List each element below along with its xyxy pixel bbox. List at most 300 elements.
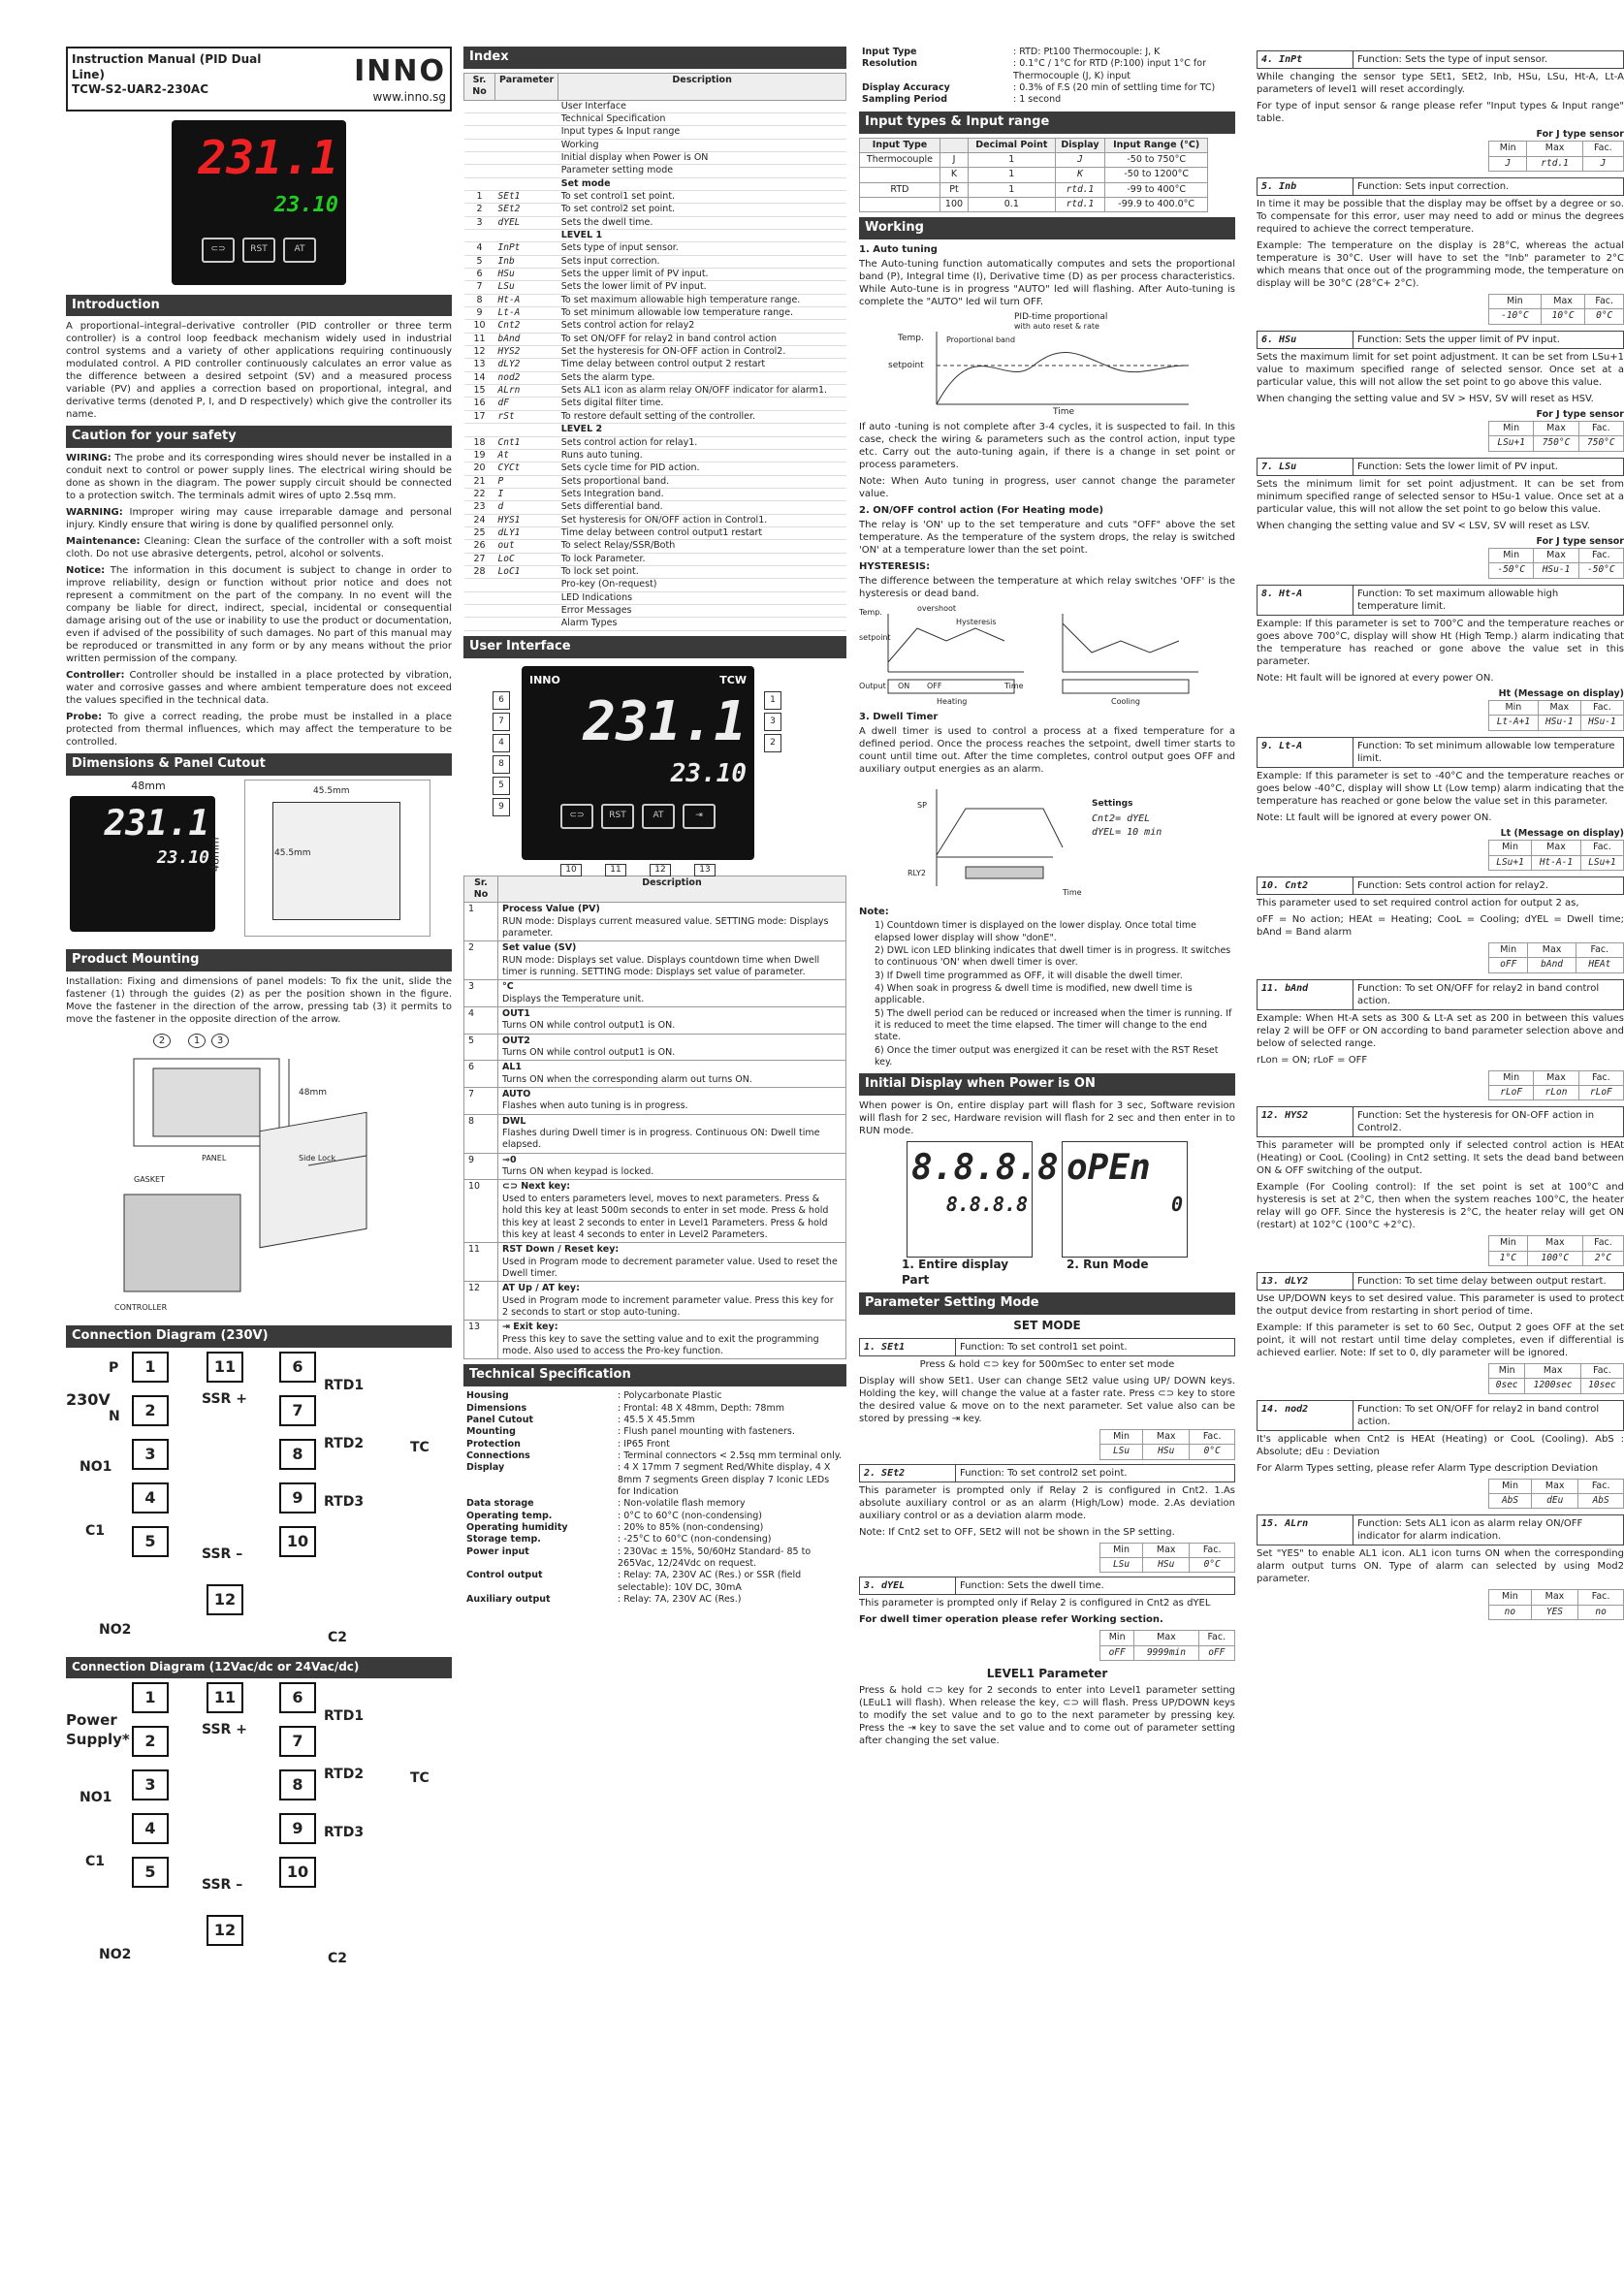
- index-srno: 26: [464, 540, 495, 553]
- ui-cell: [498, 1321, 846, 1359]
- lv-ssr-plus: SSR +: [202, 1721, 247, 1737]
- range-value: 1200sec: [1525, 1379, 1581, 1393]
- lv-terminal-8: 8: [279, 1769, 316, 1800]
- range-value: LSu+1: [1489, 855, 1532, 870]
- index-param: CYCt: [495, 462, 558, 475]
- index-srno: 24: [464, 514, 495, 526]
- param-header: [1257, 1272, 1624, 1290]
- param-text-1: This parameter used to set required control action for output 2 as,: [1257, 897, 1579, 908]
- terminal-6: 6: [279, 1352, 316, 1383]
- index-row: [464, 449, 846, 462]
- index-row: [464, 604, 846, 617]
- param-caption: Lt (Message on display): [1500, 827, 1624, 839]
- index-param: At: [495, 449, 558, 462]
- range-value: -50°C: [1489, 563, 1534, 578]
- dwell-note: 5) The dwell period can be reduced or increased when the timer is running. If it is reduced to meet the time elapsed. The timer will change to the end state.: [875, 1007, 1232, 1043]
- tech-value: : 45.5 X 45.5mm: [618, 1414, 695, 1425]
- tech-value: : 230Vac ± 15%, 50/60Hz Standard- 85 to 265Vac, 12/24Vdc on request.: [618, 1545, 812, 1569]
- index-param: LoC1: [495, 565, 558, 578]
- index-desc: Parameter setting mode: [558, 165, 846, 177]
- next-key-icon[interactable]: ⊂⊃: [202, 238, 235, 263]
- range-head: Max: [1528, 942, 1576, 957]
- set1-press: Press & hold ⊂⊃ key for 500mSec to enter set mode: [919, 1358, 1175, 1370]
- range-head: Max: [1534, 422, 1578, 436]
- tech-row: [463, 1534, 846, 1545]
- hys-output-label: Output: [859, 682, 886, 691]
- input-spec-row: [859, 47, 1235, 58]
- dwell-text: A dwell timer is used to control a process at a fixed temperature for a defined period. Once the process reaches the setpoint, dwell timer starts to count until time out. After the time completes, control output goes OFF and auxiliary output energies as an alarm.: [859, 726, 1235, 776]
- set1-min-h: Min: [1100, 1429, 1143, 1444]
- set2-max: HSu: [1143, 1557, 1190, 1572]
- index-row: [464, 359, 846, 371]
- dwell-min: oFF: [1100, 1645, 1134, 1660]
- index-row: [464, 424, 846, 436]
- lv-no2-label: NO2: [99, 1946, 132, 1962]
- param-caption: Ht (Message on display): [1498, 687, 1624, 699]
- range-head: Fac.: [1582, 142, 1623, 156]
- index-row: [464, 398, 846, 410]
- tc-label: TC: [410, 1440, 430, 1456]
- input-range-row: [860, 182, 1208, 197]
- range-value: -50°C: [1578, 563, 1623, 578]
- param-text-1: While changing the sensor type SEt1, SEt2, Inb, HSu, LSu, Ht-A, Lt-A parameters of level1 will reset accordingly.: [1257, 72, 1624, 95]
- cutout-width-label: 45.5mm: [313, 786, 350, 797]
- param-range-table: [1488, 1589, 1624, 1620]
- at-key-icon[interactable]: AT: [283, 238, 316, 263]
- index-row: [464, 230, 846, 242]
- range-head: Fac.: [1578, 422, 1623, 436]
- index-row: [464, 320, 846, 333]
- param-set2-func: Function: To set control2 set point.: [960, 1467, 1128, 1479]
- panel-label: PANEL: [202, 1154, 227, 1163]
- lv-terminal-9: 9: [279, 1813, 316, 1844]
- param-range-table: [1488, 700, 1624, 731]
- set1-max-h: Max: [1143, 1429, 1190, 1444]
- param-function: Function: Sets control action for relay2.: [1357, 879, 1549, 891]
- input-spec-row: [859, 58, 1235, 82]
- range-value: AbS: [1578, 1493, 1624, 1508]
- gasket-label: GASKET: [134, 1175, 165, 1185]
- ui-row: [464, 980, 846, 1007]
- index-row: [464, 216, 846, 229]
- range-value: LSu+1: [1580, 855, 1623, 870]
- index-desc: To lock Parameter.: [558, 553, 846, 565]
- index-srno: 21: [464, 475, 495, 488]
- range-value: HSu-1: [1534, 563, 1578, 578]
- ui-item-desc: Press this key to save the setting value and to exit the programming mode. Also used to access the Pro-key function.: [502, 1333, 819, 1356]
- input-range-cell: 0.1: [969, 197, 1055, 211]
- range-value: rtd.1: [1527, 156, 1582, 171]
- tech-row: [463, 1450, 846, 1462]
- cutout-height-label: 45.5mm: [274, 848, 311, 859]
- mounting-text: Installation: Fixing and dimensions of panel models: To fix the unit, slide the fastener (1) through the guides (2) as per the position shown in the figure. Move the fastener in the direction of the arrow, pressing tab (3) it permits to move the fastener in the opposite direction of the arrow.: [66, 976, 452, 1026]
- index-row: [464, 190, 846, 203]
- param-text-1: Example: If this parameter is set to 700°C and the temperature reaches or goes above 700°C, display will show Ht (High Temp.) alarm indicating that the temperature has reached or gone above the value set in this parameter.: [1257, 618, 1624, 667]
- model-number: TCW-S2-UAR2-230AC: [72, 82, 209, 97]
- lv-terminal-1: 1: [132, 1682, 169, 1713]
- range-head: Fac.: [1580, 841, 1623, 855]
- ui-callout: 8: [493, 755, 510, 774]
- param-function: Function: Sets AL1 icon as alarm relay ON/OFF indicator for alarm indication.: [1357, 1518, 1583, 1543]
- param-name: 10. Cnt2: [1258, 877, 1353, 894]
- ui-head-srno: Sr. No: [464, 876, 498, 903]
- index-param: [495, 112, 558, 125]
- index-row: [464, 177, 846, 190]
- run-mode-caption: 2. Run Mode: [1067, 1258, 1149, 1272]
- index-desc: Sets cycle time for PID action.: [558, 462, 846, 475]
- index-srno: [464, 579, 495, 591]
- index-param: I: [495, 488, 558, 500]
- terminal-5: 5: [132, 1526, 169, 1557]
- param-text-2: Note: Ht fault will be ignored at every power ON.: [1257, 672, 1494, 684]
- initial-display-text: When power is On, entire display part will flash for 3 sec, Software revision will flash for 2 sec, Hardware revision will flash for 2 sec and then enter in to RUN mode.: [859, 1100, 1235, 1137]
- index-row: [464, 255, 846, 268]
- manual-header: [66, 47, 452, 112]
- range-value: 750°C: [1534, 436, 1578, 451]
- notice-text: The information in this document is subject to change in order to improve reliability, design or function without prior notice and does not represent a commitment on the part of the company. In no event will the company be liable for direct, indirect, special, incidental or consequential damage arising out of the use or inability to use the product or documentation, even if advised of the possibility of such damages. No part of this manual may be reproduced or transmitted in any form or by any means without the prior written permission of the company.: [66, 565, 452, 665]
- input-range-cell: [860, 168, 940, 182]
- param-set1-name: 1. SEt1: [860, 1339, 956, 1355]
- ui-row: [464, 1061, 846, 1088]
- ui-row: [464, 1282, 846, 1321]
- index-desc: Sets differential band.: [558, 501, 846, 514]
- ui-table: [463, 876, 846, 1360]
- index-srno: 19: [464, 449, 495, 462]
- param-function: Function: Set the hysteresis for ON-OFF action in Control2.: [1357, 1110, 1595, 1134]
- dwell-settings-label: Settings: [1092, 799, 1133, 810]
- range-value: Lt-A+1: [1489, 716, 1539, 730]
- param-function: Function: To set time delay between output restart.: [1357, 1275, 1607, 1287]
- index-srno: [464, 424, 495, 436]
- index-srno: 23: [464, 501, 495, 514]
- input-spec-key: Display Accuracy: [862, 82, 950, 94]
- index-param: HYS1: [495, 514, 558, 526]
- param-text-1: Use UP/DOWN keys to set desired value. This parameter is used to protect the output device from restarting in short period of time.: [1257, 1292, 1624, 1317]
- param-set2-name: 2. SEt2: [860, 1465, 956, 1482]
- index-srno: 8: [464, 294, 495, 306]
- range-head: Min: [1489, 841, 1532, 855]
- param-name: 7. LSu: [1258, 459, 1353, 475]
- input-range-cell: -50 to 1200°C: [1105, 168, 1208, 182]
- param-range-table: [1488, 1363, 1624, 1394]
- dwell-max: 9999min: [1134, 1645, 1198, 1660]
- tech-key: Auxiliary output: [466, 1594, 551, 1606]
- terminal-7: 7: [279, 1395, 316, 1426]
- run-mode-upper: oPEn: [1067, 1148, 1151, 1189]
- index-row: [464, 281, 846, 294]
- ui-item-title: RST Down / Reset key:: [502, 1244, 620, 1256]
- mounting-48mm-label: 48mm: [299, 1088, 327, 1099]
- column-2: [463, 47, 846, 2286]
- index-param: d: [495, 501, 558, 514]
- param-name: 15. ALrn: [1258, 1515, 1353, 1545]
- hysteresis-text: The difference between the temperature at which relay switches 'OFF' is the hysteresis or dead band.: [859, 576, 1235, 600]
- range-head: Max: [1531, 1590, 1577, 1605]
- ui-cell: [498, 1282, 846, 1321]
- index-param: [495, 126, 558, 139]
- param-header: [1257, 876, 1624, 895]
- tech-value: : IP65 Front: [618, 1438, 670, 1450]
- index-param: [495, 100, 558, 112]
- ui-item-desc: Turns ON while control output1 is ON.: [502, 1047, 676, 1059]
- index-desc: Initial display when Power is ON: [558, 151, 846, 164]
- param-range-table: [1488, 294, 1624, 325]
- input-range-cell: Pt: [939, 182, 968, 197]
- index-desc: Sets input correction.: [558, 255, 846, 268]
- section-mounting: Product Mounting: [66, 949, 452, 972]
- tech-key: Mounting: [466, 1426, 516, 1438]
- range-value: bAnd: [1528, 958, 1576, 972]
- input-spec-value: : 0.3% of F.S (20 min of settling time for TC): [1013, 82, 1216, 94]
- index-row: [464, 242, 846, 255]
- section-connection-230v: Connection Diagram (230V): [66, 1325, 452, 1348]
- ssr-plus-label: SSR +: [202, 1391, 247, 1408]
- ui-cell: [498, 1243, 846, 1282]
- index-srno: 9: [464, 307, 495, 320]
- index-srno: 2: [464, 204, 495, 216]
- index-desc: Working: [558, 139, 846, 151]
- intro-text: A proportional–integral–derivative controller (PID controller or three term controller) is a control loop feedback mechanism widely used in industrial control systems and a variety of other applications requiring continuously modulated control. A PID controller continuously calculates an error value as the difference between a desired setpoint (SV) and a measured process variable (PV) and applies a correction based on proportional, integral, and derivative terms (denoted P, I, and D respectively) which give the controller its name.: [66, 321, 452, 421]
- controller-label: Controller:: [66, 670, 125, 682]
- ui-row: [464, 1088, 846, 1115]
- ui-row: [464, 1114, 846, 1153]
- ui-srno: 2: [464, 941, 498, 980]
- notice-label: Notice:: [66, 565, 106, 577]
- index-row: [464, 591, 846, 604]
- param-text-2: For Alarm Types setting, please refer Alarm Type description Deviation: [1257, 1462, 1599, 1474]
- hys-on-label: ON: [898, 682, 910, 691]
- lv-tc: TC: [410, 1769, 430, 1786]
- index-head-srno: Sr. No: [464, 73, 495, 100]
- range-value: Ht-A-1: [1532, 855, 1581, 870]
- index-desc: To set minimum allowable low temperature range.: [558, 307, 846, 320]
- p-label: P: [109, 1360, 119, 1377]
- tech-value: : Flush panel mounting with fasteners.: [618, 1426, 795, 1438]
- param-text-2: When changing the setting value and SV < LSV, SV will reset as LSV.: [1257, 520, 1590, 531]
- index-desc: Sets the lower limit of PV input.: [558, 281, 846, 294]
- auto-tuning-text: The Auto-tuning function automatically computes and sets the proportional band (P), Integral time (I), Derivative time (D) as per process characteristics. While Auto-tune is in progress "AUTO" led will flashing. After Auto-tuning is complete the "AUTO" led wil turn OFF.: [859, 259, 1235, 308]
- range-head: Min: [1489, 295, 1542, 309]
- index-row: [464, 139, 846, 151]
- lv-rtd1: RTD1: [324, 1707, 365, 1724]
- rst-key-icon[interactable]: RST: [242, 238, 275, 263]
- column-1: [66, 47, 452, 2286]
- tech-key: Control output: [466, 1570, 543, 1581]
- index-param: dLY2: [495, 359, 558, 371]
- connection-diagram-lowvolt: [66, 1682, 452, 1973]
- section-parameter-setting: Parameter Setting Mode: [859, 1292, 1235, 1315]
- set1-fac-h: Fac.: [1190, 1429, 1235, 1444]
- ui-cell: [498, 1153, 846, 1180]
- ui-at-key-icon[interactable]: AT: [642, 804, 675, 829]
- input-range-cell: K: [1055, 168, 1105, 182]
- index-desc: Sets control action for relay1.: [558, 436, 846, 449]
- ui-item-title: ⊂⊃ Next key:: [502, 1181, 571, 1193]
- index-srno: 27: [464, 553, 495, 565]
- set-mode-title: SET MODE: [1013, 1319, 1081, 1333]
- tech-key: Operating humidity: [466, 1521, 568, 1533]
- index-param: out: [495, 540, 558, 553]
- ui-srno: 1: [464, 903, 498, 941]
- param-block: [1257, 1106, 1624, 1266]
- tech-row: [463, 1522, 846, 1534]
- param-block: [1257, 331, 1624, 452]
- ui-item-title: AL1: [502, 1062, 523, 1073]
- dwell-max-h: Max: [1134, 1631, 1198, 1645]
- set1-fac: 0°C: [1190, 1445, 1235, 1459]
- param-range-table: [1488, 1070, 1624, 1101]
- initial-display-figure: [859, 1141, 1235, 1258]
- param-block: [1257, 1272, 1624, 1394]
- param-range-table: [1488, 421, 1624, 452]
- index-srno: 5: [464, 255, 495, 268]
- ui-srno: 10: [464, 1180, 498, 1243]
- index-param: dLY1: [495, 526, 558, 539]
- set1-max: HSu: [1143, 1445, 1190, 1459]
- ui-item-desc: Used in Program mode to increment parameter value. Press this key for 2 seconds to start or stop auto-tuning.: [502, 1294, 834, 1318]
- n-label: N: [109, 1409, 120, 1425]
- level1-text: Press & hold ⊂⊃ key for 2 seconds to enter into Level1 parameter setting (LEuL1 will flash). When release the key, ⊂⊃ will flash. Press UP/DOWN keys to modify the set value and to go to the next parameter by pressing key. Press the ⇥ key to save the set value and to come out of parameter setting after changing the set value.: [859, 1684, 1235, 1746]
- tech-row: [463, 1546, 846, 1571]
- index-desc: To lock set point.: [558, 565, 846, 578]
- ui-next-key-icon[interactable]: ⊂⊃: [560, 804, 593, 829]
- ui-cell: [498, 1061, 846, 1088]
- section-caution: Caution for your safety: [66, 426, 452, 448]
- index-row: [464, 269, 846, 281]
- param-function: Function: Sets the lower limit of PV input.: [1357, 461, 1558, 472]
- section-tech-spec: Technical Specification: [463, 1364, 846, 1386]
- index-srno: 11: [464, 333, 495, 345]
- param-name: 4. InPt: [1258, 51, 1353, 68]
- dwell-notes: [875, 920, 1235, 1068]
- index-desc: Input types & Input range: [558, 126, 846, 139]
- dwell-title: 3. Dwell Timer: [859, 712, 939, 723]
- index-param: InPt: [495, 242, 558, 255]
- ui-item-desc: Flashes during Dwell timer is in progress. Continuous ON: Dwell time elapsed.: [502, 1128, 820, 1151]
- range-value: LSu+1: [1489, 436, 1534, 451]
- tech-value: : 0°C to 60°C (non-condensing): [618, 1510, 763, 1521]
- range-value: rLoF: [1489, 1085, 1534, 1099]
- param-block: [1257, 50, 1624, 172]
- index-desc: Runs auto tuning.: [558, 449, 846, 462]
- input-range-row: [860, 168, 1208, 182]
- entire-display-upper: 8.8.8.8: [911, 1148, 1059, 1189]
- hys-off-label: OFF: [927, 682, 942, 691]
- terminal-9: 9: [279, 1482, 316, 1513]
- dwell-note: 6) Once the timer output was energized it can be reset with the RST Reset key.: [875, 1044, 1219, 1067]
- index-desc: To restore default setting of the controller.: [558, 410, 846, 423]
- index-row: [464, 165, 846, 177]
- lv-terminal-11: 11: [207, 1682, 243, 1713]
- ui-srno: 11: [464, 1243, 498, 1282]
- param-range-table: [1488, 1235, 1624, 1266]
- range-value: no: [1489, 1605, 1532, 1619]
- tech-row: [463, 1390, 846, 1402]
- range-head: Fac.: [1580, 1363, 1623, 1378]
- range-value: 2°C: [1582, 1251, 1623, 1265]
- range-head: Fac.: [1576, 942, 1623, 957]
- input-range-cell: -50 to 750°C: [1105, 152, 1208, 167]
- param-range-table: [1488, 548, 1624, 579]
- ui-row: [464, 1153, 846, 1180]
- section-initial-display: Initial Display when Power is ON: [859, 1073, 1235, 1096]
- ui-cell: [498, 903, 846, 941]
- rtd2-label: RTD2: [324, 1436, 365, 1452]
- hysteresis-title: HYSTERESIS:: [859, 561, 931, 573]
- ui-srno: 5: [464, 1034, 498, 1061]
- param-text-2: Example (For Cooling control): If the set point is set at 100°C and hysteresis is set at 2°C, then when the system reaches 100°C, the heater relay will go OFF. Since the hysteresis is 2°C, the heater relay will get ON (restart) at 102°C (100°C +2°C).: [1257, 1182, 1624, 1231]
- index-row: [464, 501, 846, 514]
- set2-fac-h: Fac.: [1190, 1543, 1235, 1557]
- c2-label: C2: [328, 1630, 348, 1646]
- side-lock-label: Side Lock: [299, 1154, 336, 1163]
- tech-key: Operating temp.: [466, 1510, 553, 1521]
- ui-cell: [498, 1114, 846, 1153]
- input-range-head: Decimal Point: [969, 138, 1055, 152]
- ui-item-desc: Used in Program mode to decrement parameter value. Used to reset the Dwell timer.: [502, 1256, 838, 1279]
- ui-cell: [498, 1007, 846, 1035]
- ui-item-desc: RUN mode: Displays current measured value. SETTING mode: Displays parameter.: [502, 915, 829, 939]
- ui-item-desc: Used to enters parameters level, moves to next parameters. Press & hold this key at least 500m seconds to enter in set mode. Press & hold this key at least 2 seconds to enter in Level1 Parameters. Press & hold this key at least 4 seconds to enter in Level2 Parameters.: [502, 1193, 829, 1240]
- index-srno: [464, 151, 495, 164]
- sv-display: 23.10: [273, 192, 338, 217]
- index-head-desc: Description: [558, 73, 846, 100]
- index-row: [464, 126, 846, 139]
- section-introduction: Introduction: [66, 295, 452, 317]
- input-spec-value: : 0.1°C / 1°C for RTD (P:100) input 1°C for Thermocouple (J, K) input: [1013, 58, 1206, 81]
- param-block: [1257, 585, 1624, 731]
- index-param: LSu: [495, 281, 558, 294]
- ui-exit-key-icon[interactable]: ⇥: [683, 804, 716, 829]
- index-param: [495, 424, 558, 436]
- cooling-label: Cooling: [1111, 697, 1140, 707]
- terminal-10: 10: [279, 1526, 316, 1557]
- terminal-2: 2: [132, 1395, 169, 1426]
- ui-item-title: OUT1: [502, 1008, 530, 1019]
- param-dwell-name: 3. dYEL: [860, 1577, 956, 1594]
- input-range-cell: 1: [969, 152, 1055, 167]
- range-head: Min: [1489, 701, 1539, 716]
- param-set2-box: [859, 1464, 1235, 1482]
- ui-row: [464, 903, 846, 941]
- setpoint-label: setpoint: [888, 361, 924, 371]
- ui-cell: [498, 1088, 846, 1115]
- input-range-cell: rtd.1: [1055, 197, 1105, 211]
- range-head: Min: [1489, 1070, 1534, 1085]
- range-head: Max: [1532, 841, 1581, 855]
- index-desc: LEVEL 1: [558, 230, 846, 242]
- index-row: [464, 553, 846, 565]
- input-range-cell: 1: [969, 168, 1055, 182]
- ui-row: [464, 1243, 846, 1282]
- index-param: [495, 230, 558, 242]
- index-row: [464, 371, 846, 384]
- input-spec-table: [859, 47, 1235, 107]
- index-desc: Sets the upper limit of PV input.: [558, 269, 846, 281]
- index-srno: [464, 100, 495, 112]
- terminal-4: 4: [132, 1482, 169, 1513]
- input-range-cell: 1: [969, 182, 1055, 197]
- index-param: Inb: [495, 255, 558, 268]
- index-desc: Time delay between control output 2 restart: [558, 359, 846, 371]
- index-row: [464, 526, 846, 539]
- dwell-param-text: This parameter is prompted only if Relay 2 is configured in Cnt2 as dYEL: [859, 1598, 1211, 1609]
- auto-tuning-note: Note: When Auto tuning in progress, user cannot change the parameter value.: [859, 476, 1235, 500]
- index-row: [464, 307, 846, 320]
- auto-tuning-title: 1. Auto tuning: [859, 244, 938, 256]
- index-row: [464, 112, 846, 125]
- ui-rst-key-icon[interactable]: RST: [601, 804, 634, 829]
